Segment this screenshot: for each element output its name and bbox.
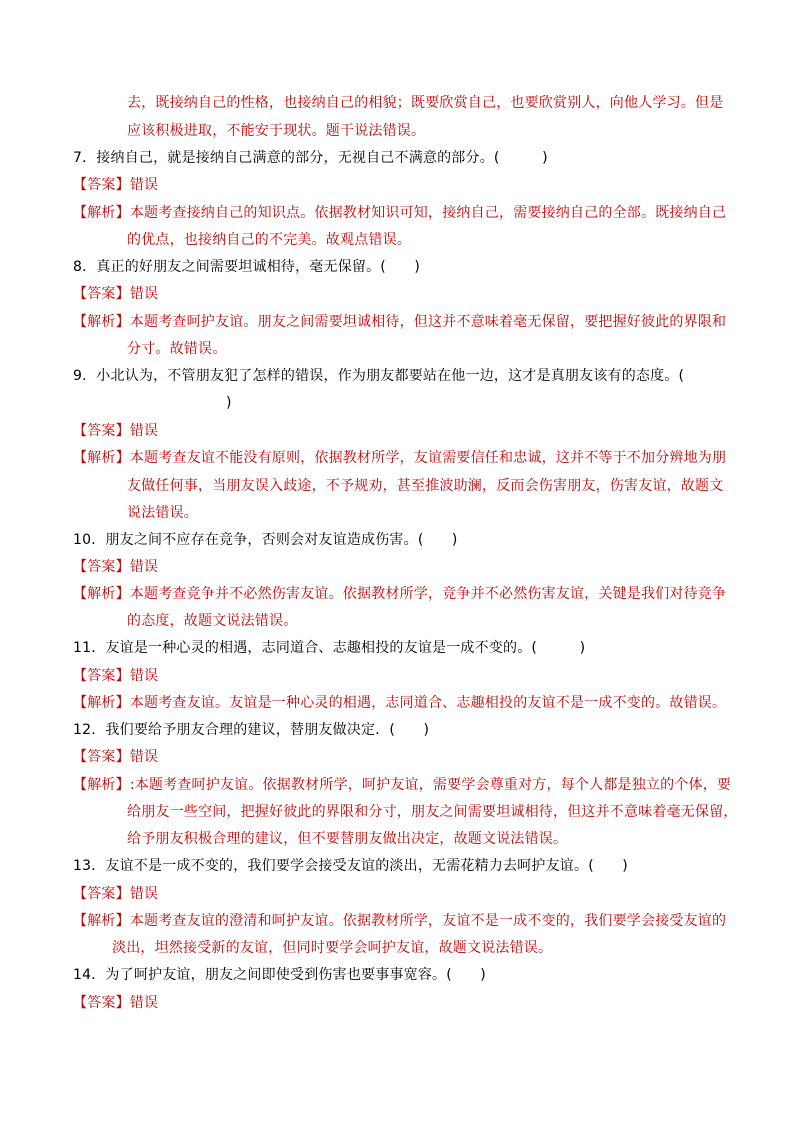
answer-value: 错误 xyxy=(129,423,159,439)
answer-row-8 xyxy=(73,284,158,304)
answer-value: 错误 xyxy=(129,559,159,575)
question-14: 14．为了呵护友谊，朋友之间即使受到伤害也要事事宽容。( ) xyxy=(73,967,486,983)
question-10: 10．朋友之间不应存在竞争，否则会对友谊造成伤害。( ) xyxy=(73,532,458,548)
answer-label: 【答案】 xyxy=(73,668,130,684)
analysis-label: 【解析】 xyxy=(73,913,130,929)
analysis-line: :本题考查呵护友谊。依据教材所学，呵护友谊，需要学会尊重对方，每个人都是独立的个体，要 xyxy=(129,777,732,793)
analysis-row-11 xyxy=(73,693,726,713)
analysis-line: 本题考查呵护友谊。朋友之间需要坦诚相待，但这并不意味着毫无保留，要把握好彼此的界限和 xyxy=(129,314,727,330)
analysis-row-13 xyxy=(73,911,726,931)
analysis-row-12 xyxy=(73,775,731,795)
answer-label: 【答案】 xyxy=(73,995,130,1011)
analysis-row-10 xyxy=(73,584,726,604)
question-13: 13．友谊不是一成不变的，我们要学会接受友谊的淡出，无需花精力去呵护友谊。( ) xyxy=(73,858,628,874)
answer-label: 【答案】 xyxy=(73,559,130,575)
analysis-label: 【解析】 xyxy=(73,205,130,221)
answer-row-12 xyxy=(73,747,158,767)
answer-row-9 xyxy=(73,421,158,441)
answer-label: 【答案】 xyxy=(73,886,130,902)
analysis-line: 说法错误。 xyxy=(127,505,198,521)
analysis-label: 【解析】 xyxy=(73,450,130,466)
answer-label: 【答案】 xyxy=(73,423,130,439)
answer-value: 错误 xyxy=(129,886,159,902)
analysis-line: 分寸。故错误。 xyxy=(127,341,227,357)
question-8: 8．真正的好朋友之间需要坦诚相待，毫无保留。( ) xyxy=(73,259,421,275)
answer-row-13 xyxy=(73,884,158,904)
analysis-row-7 xyxy=(73,203,726,223)
analysis-line: 淡出，坦然接受新的友谊，但同时要学会呵护友谊，故题文说法错误。 xyxy=(112,940,553,956)
question-9: 9．小北认为，不管朋友犯了怎样的错误，作为朋友都要站在他一边，这才是真朋友该有的态度。( xyxy=(73,368,685,384)
analysis-line: 本题考查友谊的澄清和呵护友谊。依据教材所学，友谊不是一成不变的，我们要学会接受友谊的 xyxy=(129,913,727,929)
question-12: 12．我们要给予朋友合理的建议，替朋友做决定．( ) xyxy=(73,722,430,738)
analysis-line: 给朋友一些空间，把握好彼此的界限和分寸，朋友之间需要坦诚相待，但这并不意味着毫无保留， xyxy=(127,804,738,820)
answer-value: 错误 xyxy=(129,177,159,193)
answer-row-7 xyxy=(73,175,158,195)
analysis-label: 【解析】 xyxy=(73,777,130,793)
answer-value: 错误 xyxy=(129,749,159,765)
analysis-line: 给予朋友积极合理的建议，但不要替朋友做出决定，故题文说法错误。 xyxy=(127,831,568,847)
answer-value: 错误 xyxy=(129,995,159,1011)
analysis-line: 本题考查竞争并不必然伤害友谊。依据教材所学，竞争并不必然伤害友谊，关键是我们对待竞争 xyxy=(129,586,727,602)
answer-value: 错误 xyxy=(129,286,159,302)
question-7: 7．接纳自己，就是接纳自己满意的部分，无视自己不满意的部分。( ) xyxy=(73,150,548,166)
analysis-line: 的优点，也接纳自己的不完美。故观点错误。 xyxy=(127,232,411,248)
analysis-line: 本题考查接纳自己的知识点。依据教材知识可知，接纳自己，需要接纳自己的全部。既接纳自己 xyxy=(129,205,727,221)
analysis-line: 友做任何事，当朋友误入歧途，不予规劝，甚至推波助澜，反而会伤害朋友，伤害友谊，故题文 xyxy=(127,478,724,494)
analysis-line: 本题考查友谊。友谊是一种心灵的相遇，志同道合、志趣相投的友谊不是一成不变的。故错误。 xyxy=(129,695,727,711)
analysis-line: 本题考查友谊不能没有原则，依据教材所学，友谊需要信任和忠诚，这并不等于不加分辨地为朋 xyxy=(129,450,727,466)
analysis-line: 的态度，故题文说法错误。 xyxy=(127,613,298,629)
answer-row-11 xyxy=(73,666,158,686)
analysis-label: 【解析】 xyxy=(73,695,130,711)
answer-row-14 xyxy=(73,993,158,1013)
analysis-row-9 xyxy=(73,448,726,468)
answer-label: 【答案】 xyxy=(73,286,130,302)
analysis-label: 【解析】 xyxy=(73,586,130,602)
question-9-bracket: ) xyxy=(226,395,232,411)
answer-label: 【答案】 xyxy=(73,177,130,193)
continuation-line-2: 应该积极进取，不能安于现状。题干说法错误。 xyxy=(127,123,426,139)
question-11: 11．友谊是一种心灵的相遇，志同道合、志趣相投的友谊是一成不变的。( ) xyxy=(73,640,586,656)
answer-value: 错误 xyxy=(129,668,159,684)
continuation-line-1: 去，既接纳自己的性格，也接纳自己的相貌；既要欣赏自己，也要欣赏别人，向他人学习。但是 xyxy=(127,95,724,111)
answer-row-10 xyxy=(73,557,158,577)
analysis-label: 【解析】 xyxy=(73,314,130,330)
answer-label: 【答案】 xyxy=(73,749,130,765)
analysis-row-8 xyxy=(73,312,726,332)
